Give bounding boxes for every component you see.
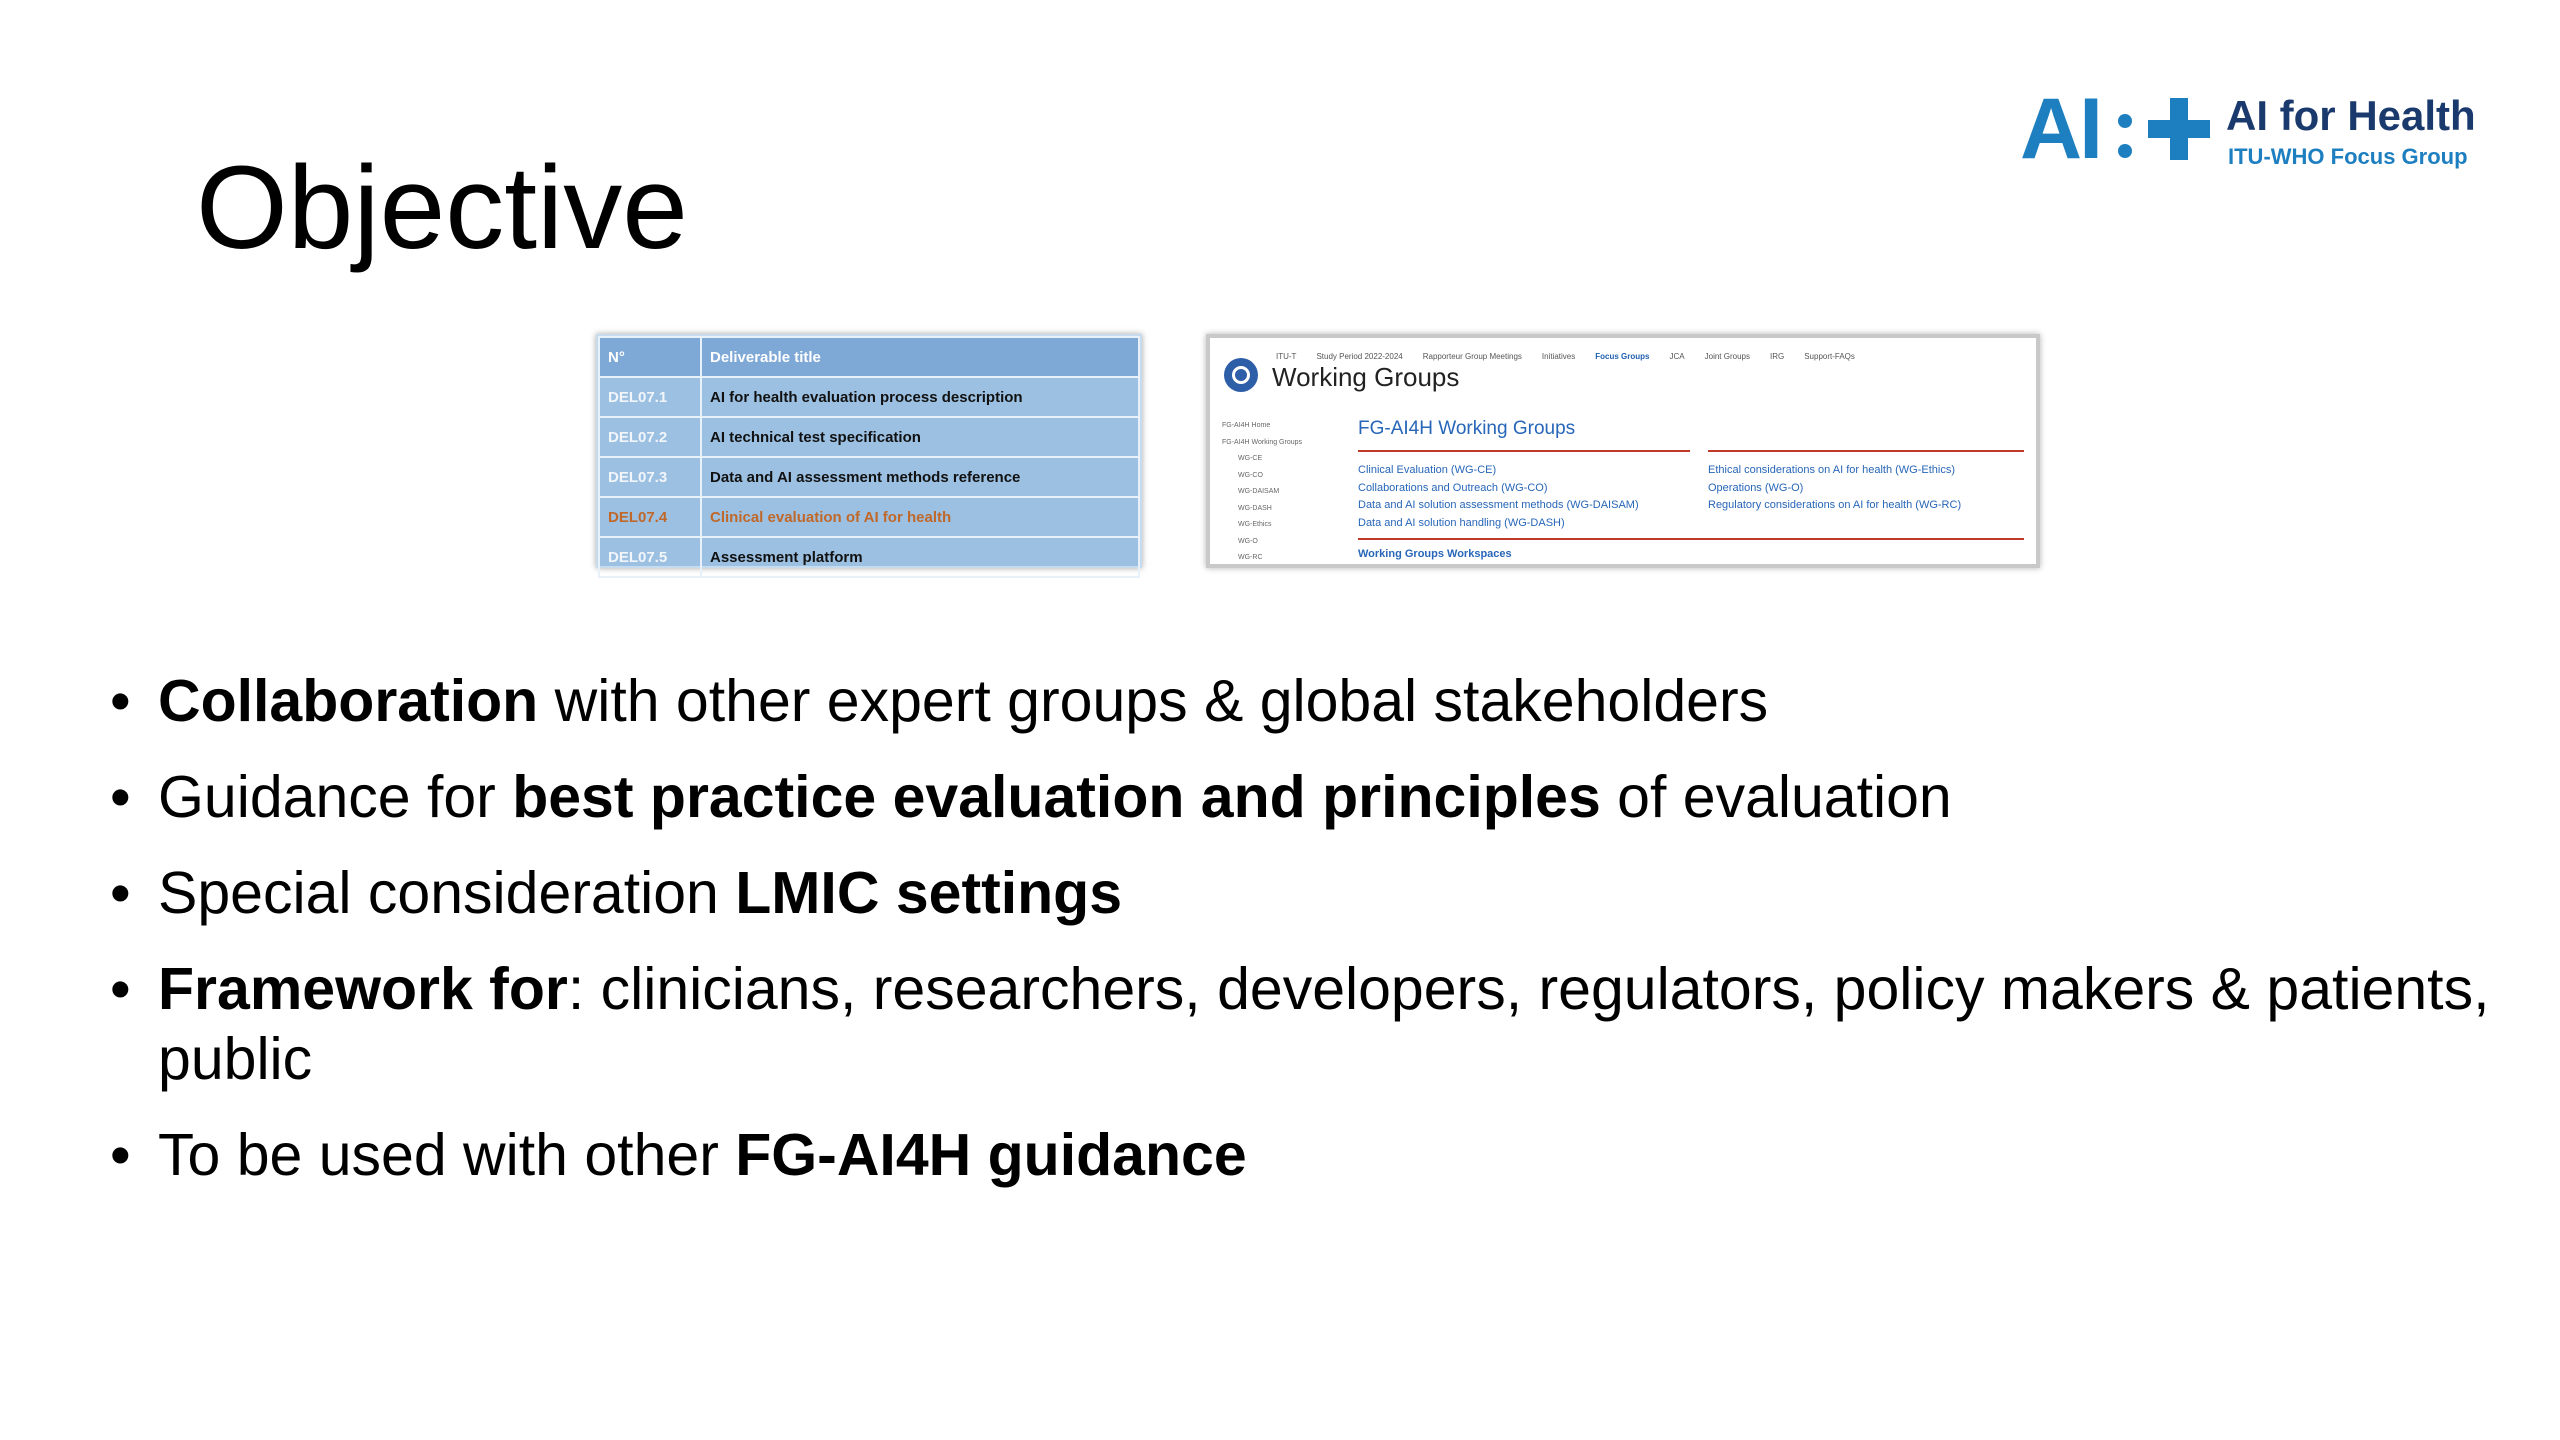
working-groups-screenshot (1206, 334, 2040, 568)
table-row (599, 457, 1139, 497)
deliverable-number: DEL07.1 (599, 377, 701, 417)
deliverable-title: AI for health evaluation process description (701, 377, 1139, 417)
logo-plus-icon (2148, 98, 2210, 160)
bullet-dot-icon: • (110, 1122, 131, 1188)
bullet-dot-icon: • (110, 956, 131, 1022)
wg-link: Ethical considerations on AI for health (WG-Ethics) (1708, 464, 1955, 476)
bullet-dot-icon: • (110, 668, 131, 734)
itu-globe-icon (1224, 358, 1258, 392)
wg-sidebar-item: WG-CE (1238, 455, 1263, 462)
bullet-item (104, 858, 2504, 928)
deliverable-title: AI technical test specification (701, 417, 1139, 457)
table-row (599, 377, 1139, 417)
wg-nav-item: Study Period 2022-2024 (1316, 352, 1403, 361)
wg-top-nav (1276, 352, 1855, 361)
header-num: N° (599, 337, 701, 377)
bullet-bold-text: Collaboration (158, 668, 539, 734)
wg-sidebar-item: WG-CO (1238, 471, 1263, 479)
wg-sidebar-item: WG-RC (1238, 554, 1263, 561)
bullet-item (104, 954, 2504, 1094)
wg-sidebar-item: WG-DAISAM (1238, 488, 1280, 495)
deliverable-number: DEL07.4 (599, 497, 701, 537)
deliverable-number: DEL07.5 (599, 537, 701, 577)
logo-subtitle: ITU-WHO Focus Group (2228, 144, 2468, 169)
wg-sidebar-item: WG-Ethics (1238, 521, 1272, 528)
wg-divider (1358, 450, 1690, 452)
wg-nav-item: JCA (1669, 352, 1685, 361)
wg-nav-item: Joint Groups (1704, 352, 1750, 361)
bullet-text: : clinicians, researchers, developers, regulators, policy makers & patients, public (158, 956, 2490, 1092)
bullet-dot-icon: • (110, 764, 131, 830)
wg-nav-item: Initiatives (1541, 352, 1576, 361)
wg-links-right (1708, 462, 1961, 515)
wg-nav-item: ITU-T (1276, 352, 1297, 361)
deliverables-table-image (596, 334, 1142, 568)
deliverable-title: Assessment platform (701, 537, 1139, 577)
deliverable-number: DEL07.3 (599, 457, 701, 497)
header-title: Deliverable title (701, 337, 1139, 377)
deliverable-title: Data and AI assessment methods reference (701, 457, 1139, 497)
wg-nav-item: Support-FAQs (1804, 352, 1855, 361)
wg-links-left (1358, 462, 1639, 532)
ai-for-health-logo (2020, 81, 2490, 178)
logo-ai-mark: AI (2020, 81, 2100, 177)
wg-heading: FG-AI4H Working Groups (1358, 418, 1576, 439)
wg-link: Clinical Evaluation (WG-CE) (1358, 464, 1497, 476)
bullet-dot-icon: • (110, 860, 131, 926)
wg-sidebar-item: WG-O (1238, 537, 1258, 545)
bullet-item (104, 1120, 2504, 1190)
wg-sidebar-item: FG-AI4H Working Groups (1222, 438, 1303, 446)
wg-sidebar-item: WG-DASH (1238, 504, 1272, 512)
wg-sidebar (1222, 418, 1302, 567)
bullet-bold-text: Framework for (158, 956, 568, 1022)
deliverable-number: DEL07.2 (599, 417, 701, 457)
wg-link: Collaborations and Outreach (WG-CO) (1358, 481, 1548, 494)
wg-sidebar-item: FG-AI4H Home (1222, 422, 1271, 429)
slide-title: Objective (196, 142, 688, 274)
logo-mark (2020, 81, 2210, 177)
wg-divider (1708, 450, 2024, 452)
wg-nav-item: Rapporteur Group Meetings (1422, 352, 1522, 361)
wg-workspaces-link: Working Groups Workspaces (1358, 548, 1512, 560)
wg-link: Regulatory considerations on AI for health (WG-RC) (1708, 499, 1962, 511)
bullet-text: Guidance for (158, 764, 513, 830)
logo-name: AI for Health (2226, 92, 2476, 139)
wg-link: Data and AI solution handling (WG-DASH) (1358, 516, 1565, 529)
wg-nav-item-active: Focus Groups (1595, 352, 1650, 361)
table-row (599, 417, 1139, 457)
wg-link: Data and AI solution assessment methods (WG-DAISAM) (1358, 499, 1639, 511)
table-header-row (599, 337, 1139, 377)
bullet-text: of evaluation (1600, 764, 1952, 830)
table-row-highlighted (599, 497, 1139, 537)
bullet-text: To be used with other (158, 1122, 736, 1188)
bullet-text: with other expert groups & global stakeholders (538, 668, 1769, 734)
bullet-list (104, 666, 2504, 1216)
bullet-bold-text: FG-AI4H guidance (735, 1122, 1247, 1188)
bullet-item (104, 666, 2504, 736)
wg-link: Operations (WG-O) (1708, 481, 1804, 494)
bullet-text: Special consideration (158, 860, 736, 926)
bullet-item (104, 762, 2504, 832)
deliverable-title: Clinical evaluation of AI for health (701, 497, 1139, 537)
wg-page-title: Working Groups (1272, 362, 1460, 392)
bullet-bold-text: LMIC settings (735, 860, 1123, 926)
logo-colon-icon (2118, 114, 2134, 160)
wg-divider (1358, 538, 2024, 540)
table-row (599, 537, 1139, 577)
wg-nav-item: IRG (1769, 352, 1785, 361)
bullet-bold-text: best practice evaluation and principles (512, 764, 1601, 830)
